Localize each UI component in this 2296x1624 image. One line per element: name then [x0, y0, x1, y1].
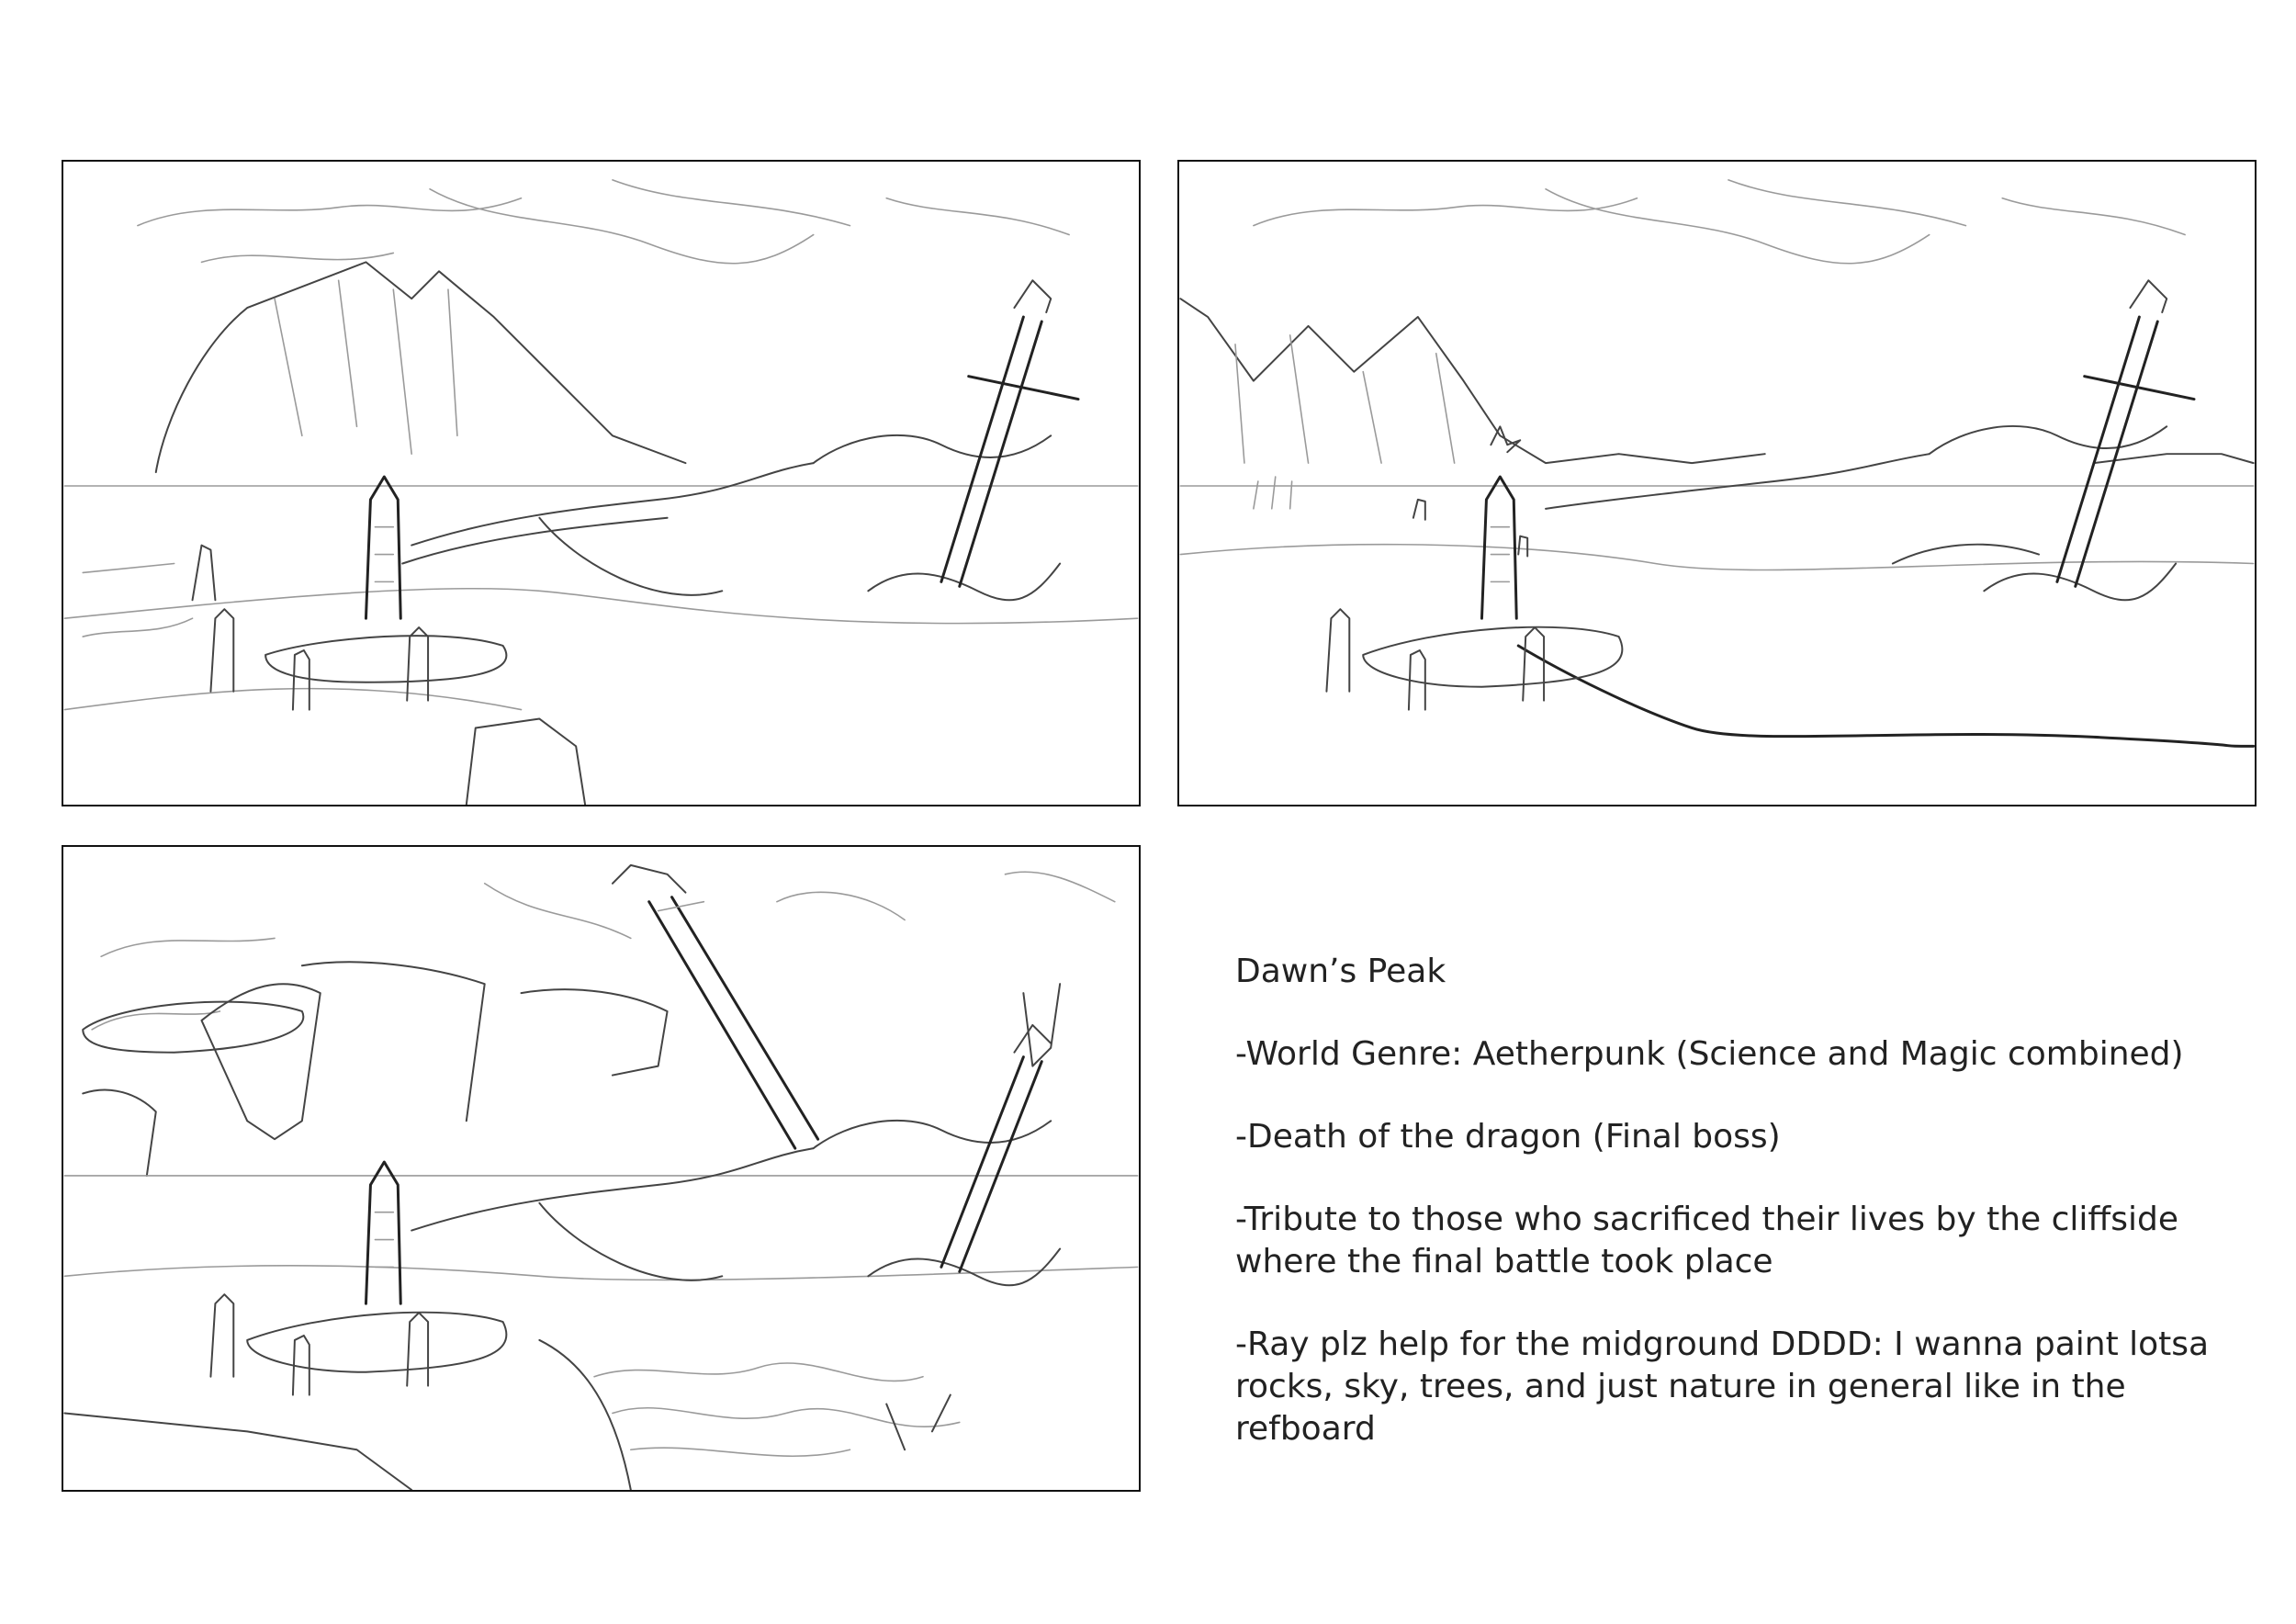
note-tribute: -Tribute to those who sacrificed their lives by the cliffside where the final battle took place	[1235, 1201, 2178, 1280]
sketch-panel-3	[62, 845, 1141, 1492]
sketch-panel-2	[1177, 160, 2257, 806]
note-genre: -World Genre: Aetherpunk (Science and Magic combined)	[1235, 1035, 2184, 1073]
note-death: -Death of the dragon (Final boss)	[1235, 1118, 1781, 1156]
sketch-panel-1	[62, 160, 1141, 806]
sketch-drawing	[63, 162, 1139, 805]
sketch-drawing	[1179, 162, 2255, 805]
note-request: -Ray plz help for the midground DDDD: I wanna paint lotsa rocks, sky, trees, and just nature in general like in the refboard	[1235, 1325, 2210, 1448]
notes-block	[1235, 951, 2264, 1491]
notes-title: Dawn’s Peak	[1235, 953, 1446, 990]
sketch-drawing	[63, 847, 1139, 1490]
